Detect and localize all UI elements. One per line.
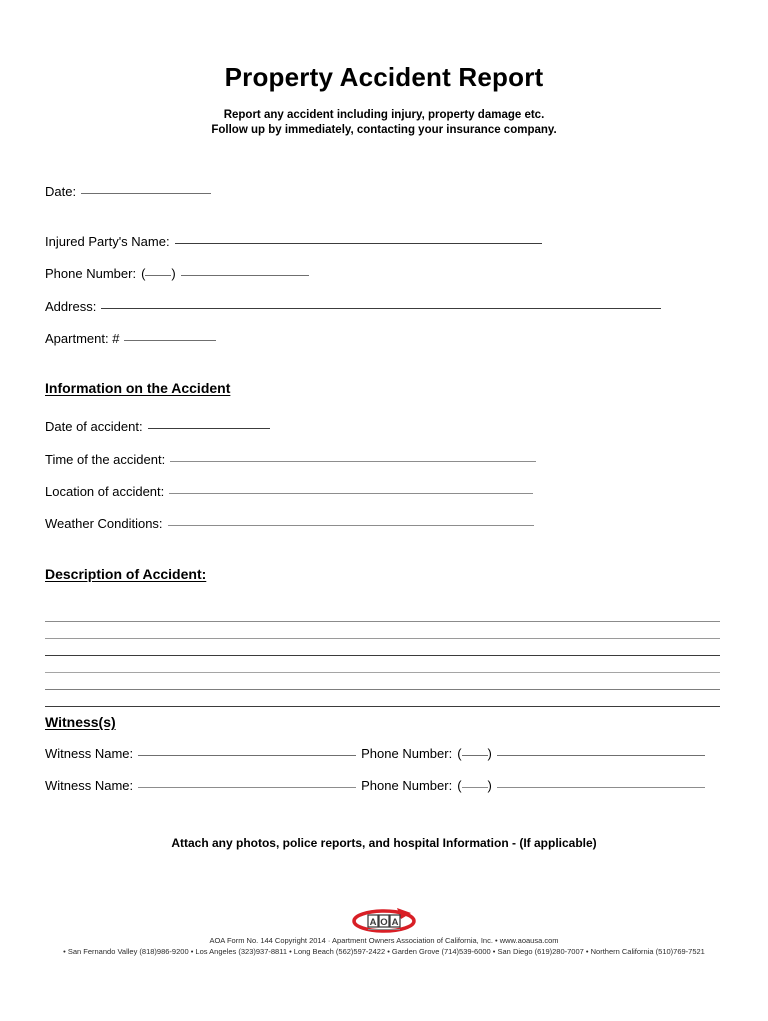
field-time-of-accident-label: Time of the accident:: [45, 452, 166, 467]
witness-phone-area-input[interactable]: [462, 755, 488, 756]
field-phone: [45, 266, 309, 282]
witness-name-input[interactable]: [138, 755, 356, 756]
description-line[interactable]: [45, 673, 720, 690]
description-textarea[interactable]: [45, 605, 720, 707]
witness-name-label: Witness Name:: [45, 778, 134, 793]
field-apartment-label: Apartment: #: [45, 331, 120, 346]
field-location-of-accident-input[interactable]: [169, 493, 533, 494]
page-title: Property Accident Report: [224, 62, 544, 92]
phone-paren-close: ): [171, 266, 176, 281]
aoa-logo: [0, 906, 768, 936]
footer-offices: • San Fernando Valley (818)986-9200 • Los Angeles (323)937-8811 • Long Beach (562)597-2422 • Garden Grove (714)539-6000 • San Diego (619)280-7007 • Northern California (510)769-7521: [63, 947, 705, 956]
witness-phone-number-input[interactable]: [497, 755, 705, 756]
field-address: [45, 299, 661, 315]
field-phone-number-input[interactable]: [181, 275, 309, 276]
footer-copyright: AOA Form No. 144 Copyright 2014 · Apartment Owners Association of California, Inc. • www.aoausa.com: [209, 936, 559, 945]
subtitle-line-2: Follow up by immediately, contacting your insurance company.: [211, 124, 557, 136]
field-address-input[interactable]: [101, 308, 661, 309]
field-date-of-accident-label: Date of accident:: [45, 419, 143, 434]
field-time-of-accident-input[interactable]: [170, 461, 536, 462]
witness-phone-paren-close: ): [487, 746, 492, 761]
field-apartment-input[interactable]: [124, 340, 216, 341]
field-address-label: Address:: [45, 299, 97, 314]
description-line[interactable]: [45, 622, 720, 639]
section-heading-accident-info: Information on the Accident: [45, 380, 231, 396]
field-location-of-accident-label: Location of accident:: [45, 484, 165, 499]
witness-row-1: [45, 746, 705, 762]
phone-paren-open: (: [141, 266, 146, 281]
witness-row-2: [45, 778, 705, 794]
field-date-of-accident: [45, 419, 270, 435]
witness-phone-paren-close: ): [487, 778, 492, 793]
field-apartment: [45, 331, 216, 347]
field-phone-label: Phone Number:: [45, 266, 137, 281]
description-line[interactable]: [45, 656, 720, 673]
field-date-of-accident-input[interactable]: [148, 428, 270, 429]
witness-phone-number-input[interactable]: [497, 787, 705, 788]
witness-phone-label: Phone Number:: [361, 778, 453, 793]
field-date: [45, 184, 211, 200]
field-phone-area-input[interactable]: [145, 275, 171, 276]
description-line[interactable]: [45, 690, 720, 707]
field-time-of-accident: [45, 452, 536, 468]
field-weather-conditions: [45, 516, 534, 532]
description-line[interactable]: [45, 605, 720, 622]
field-location-of-accident: [45, 484, 533, 500]
field-weather-conditions-input[interactable]: [168, 525, 534, 526]
witness-phone-label: Phone Number:: [361, 746, 453, 761]
witness-phone-paren-open: (: [457, 778, 462, 793]
witness-phone-area-input[interactable]: [462, 787, 488, 788]
field-date-input[interactable]: [81, 193, 211, 194]
svg-text:A: A: [369, 917, 377, 928]
field-date-label: Date:: [45, 184, 77, 199]
svg-text:A: A: [391, 917, 399, 928]
witness-name-label: Witness Name:: [45, 746, 134, 761]
description-line[interactable]: [45, 639, 720, 656]
witness-name-input[interactable]: [138, 787, 356, 788]
field-injured-name-label: Injured Party's Name:: [45, 234, 170, 249]
svg-text:O: O: [380, 917, 388, 928]
aoa-logo-icon: [349, 906, 419, 936]
attachment-instruction: Attach any photos, police reports, and hospital Information - (If applicable): [171, 836, 597, 850]
field-weather-conditions-label: Weather Conditions:: [45, 516, 163, 531]
section-heading-witnesses: Witness(s): [45, 714, 116, 730]
field-injured-name-input[interactable]: [175, 243, 542, 244]
section-heading-description: Description of Accident:: [45, 566, 207, 582]
document-subtitle: [0, 108, 768, 138]
subtitle-line-1: Report any accident including injury, property damage etc.: [223, 109, 545, 121]
witness-phone-paren-open: (: [457, 746, 462, 761]
field-injured-name: [45, 234, 542, 250]
